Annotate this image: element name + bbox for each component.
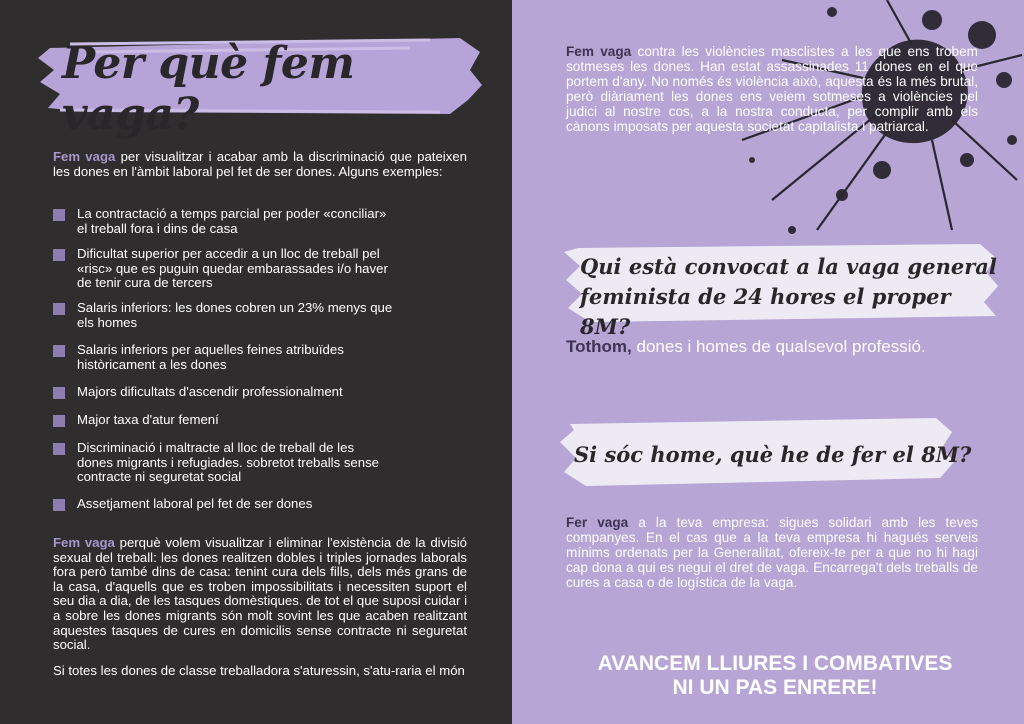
second-ending: Si totes les dones de classe treballadora s'aturessin, s'atu-raria el món: [53, 663, 465, 678]
bullet-square-icon: [53, 443, 65, 455]
answer-strike: Fer vaga a la teva empresa: sigues solidari amb les teves companyes. En el cas que a la teva empresa hi hagués serveis mínims ordenats per la Generalitat, ofereix-te per a que no hi hagi cap dona a qui es negui el dret de vaga. Encarrega't dels treballs de cures a casa o de logística de la vaga.: [566, 515, 979, 590]
second-keyword: Fem vaga: [53, 535, 115, 550]
intro-paragraph: [53, 150, 467, 179]
right-intro-paragraph: [566, 44, 978, 134]
list-item: Discriminació i maltracte al lloc de treball de les dones migrants i refugiades. sobretot treballs sense contracte ni seguretat social: [53, 441, 473, 485]
list-item: Assetjament laboral pel fet de ser dones: [53, 497, 473, 512]
list-item: Majors dificultats d'ascendir professionalment: [53, 385, 473, 400]
second-paragraph: [53, 536, 467, 653]
heading-who-is-called: Qui està convocat a la vaga general feminista de 24 hores el proper 8M?: [580, 254, 997, 339]
bullet-square-icon: [53, 345, 65, 357]
right-panel: [512, 0, 1024, 724]
list-item: Dificultat superior per accedir a un lloc de treball pel «risc» que es puguin quedar embarassades i/o haver de tenir cura de tercers: [53, 247, 473, 291]
closing-slogan: AVANCEM LLIURES I COMBATIVES NI UN PAS ENRERE!: [597, 652, 953, 699]
bullet-square-icon: [53, 499, 65, 511]
answer-everyone: Tothom, dones i homes de qualsevol professió.: [566, 337, 926, 356]
bullet-square-icon: [53, 209, 65, 221]
page-title: Per què fem vaga?: [62, 38, 355, 140]
intro-keyword: Fem vaga: [53, 149, 116, 164]
list-item: Salaris inferiors: les dones cobren un 23% menys que els homes: [53, 301, 473, 331]
bullet-square-icon: [53, 387, 65, 399]
right-intro-keyword: Fem vaga: [566, 44, 632, 59]
list-item: Salaris inferiors per aquelles feines atribuïdes històricament a les dones: [53, 343, 473, 373]
bullet-square-icon: [53, 303, 65, 315]
list-item: Major taxa d'atur femení: [53, 413, 473, 428]
right-intro-text: contra les violències masclistes a les que ens trobem sotmeses les dones. Han estat assassinades 11 dones en el que portem d'any. No només és violència això, aquesta és la més brutal, però diàriament les dones ens veiem sotmeses a violències pel judici al nostre cos, a la nostra conducta, per complir amb els cànons imposats per aquesta societat capitalista i patriarcal.: [566, 44, 978, 134]
list-item: La contractació a temps parcial per poder «conciliar» el treball fora i dins de casa: [53, 207, 473, 237]
bullet-square-icon: [53, 415, 65, 427]
heading-if-man: Si sóc home, què he de fer el 8M?: [574, 442, 972, 467]
bullet-square-icon: [53, 249, 65, 261]
second-text: perquè volem visualitzar i eliminar l'existència de la divisió sexual del treball: les dones realitzen dobles i triples jornades laborals fora però també dins de casa: tenint cura dels fills, dels més grans de la casa, d'aquells que es troben impossibilitats i necessiten suport el seu dia a dia, de les tasques domèstiques. de tot el que suposi cuidar i a sobre les dones migrants són molt sovint les que acaben realitzant aquestes tasques de cures en domicilis sense contracte ni seguretat social.: [53, 535, 467, 653]
examples-list: [53, 207, 473, 512]
intro-text: per visualitzar i acabar amb la discriminació que pateixen les dones en l'àmbit laboral pel fet de ser dones. Alguns exemples:: [53, 149, 467, 179]
